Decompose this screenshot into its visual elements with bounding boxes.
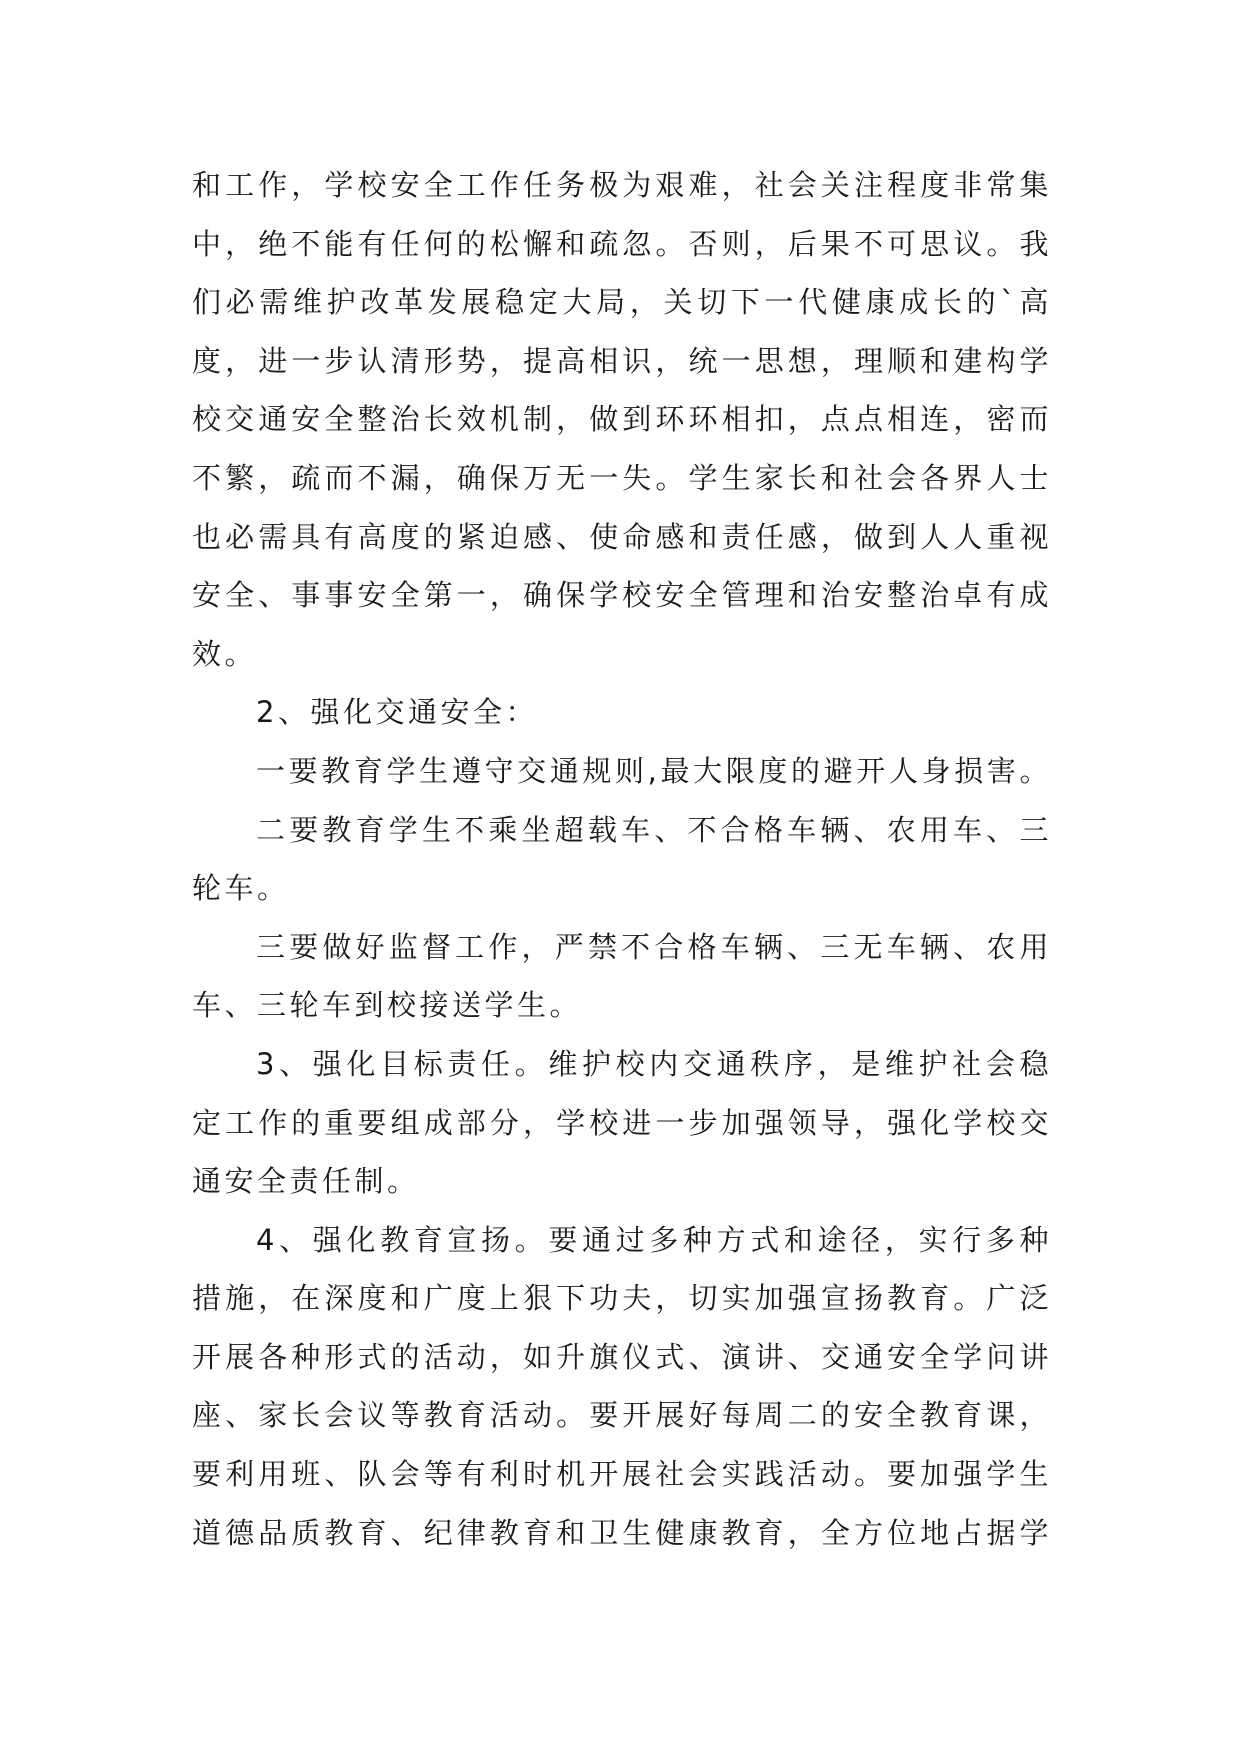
text-line: 安全、事事安全第一，确保学校安全管理和治安整治卓有成 [192, 578, 1052, 613]
text-line: 二要教育学生不乘坐超载车、不合格车辆、农用车、三 [256, 812, 1052, 847]
text-line: 通安全责任制。 [192, 1164, 420, 1199]
text-line: 车、三轮车到校接送学生。 [192, 988, 583, 1023]
text-line: 定工作的重要组成部分，学校进一步加强领导，强化学校交 [192, 1105, 1052, 1140]
text-line: 开展各种形式的活动，如升旗仪式、演讲、交通安全学问讲 [192, 1339, 1052, 1374]
text-line: 校交通安全整治长效机制，做到环环相扣，点点相连，密而 [192, 402, 1052, 437]
text-line: 2、强化交通安全： [256, 695, 538, 730]
text-line: 中，绝不能有任何的松懈和疏忽。否则，后果不可思议。我 [192, 226, 1052, 261]
text-line: 不繁，疏而不漏，确保万无一失。学生家长和社会各界人士 [192, 460, 1052, 495]
text-line: 道德品质教育、纪律教育和卫生健康教育，全方位地占据学 [192, 1515, 1052, 1550]
text-line: 座、家长会议等教育活动。要开展好每周二的安全教育课， [192, 1398, 1052, 1433]
text-line: 也必需具有高度的紧迫感、使命感和责任感，做到人人重视 [192, 519, 1052, 554]
text-line: 轮车。 [192, 871, 290, 906]
text-line: 效。 [192, 636, 258, 671]
text-line: 和工作，学校安全工作任务极为艰难，社会关注程度非常集 [192, 168, 1052, 202]
document-body [192, 156, 1052, 1562]
text-line: 措施，在深度和广度上狠下功夫，切实加强宣扬教育。广泛 [192, 1281, 1052, 1316]
text-line: 三要做好监督工作，严禁不合格车辆、三无车辆、农用 [256, 929, 1052, 964]
text-line: 们必需维护改革发展稳定大局，关切下一代健康成长的`高 [192, 285, 1052, 320]
text-line: 要利用班、队会等有利时机开展社会实践活动。要加强学生 [192, 1457, 1052, 1492]
text-line: 3、强化目标责任。维护校内交通秩序，是维护社会稳 [256, 1046, 1052, 1081]
text-line: 4、强化教育宣扬。要通过多种方式和途径，实行多种 [256, 1222, 1052, 1257]
text-line: 度，进一步认清形势，提高相识，统一思想，理顺和建构学 [192, 343, 1052, 378]
text-line: 一要教育学生遵守交通规则,最大限度的避开人身损害。 [256, 753, 1052, 788]
